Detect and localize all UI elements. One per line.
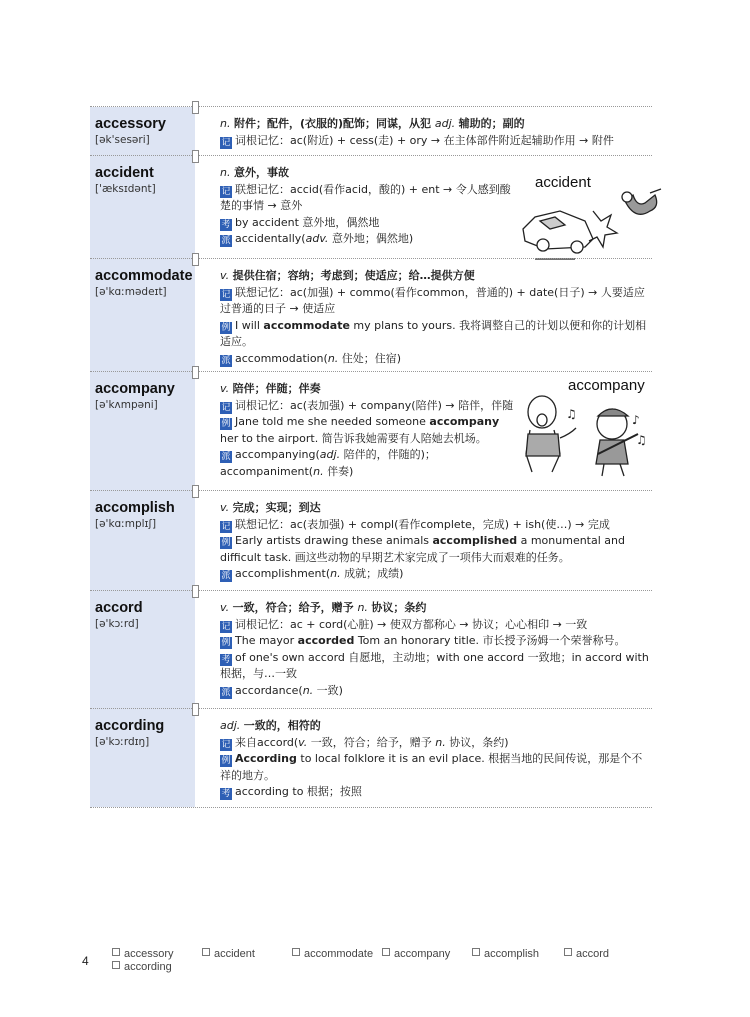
note-line xyxy=(220,650,652,683)
part-of-speech: adv. xyxy=(305,232,332,246)
example-tag-icon: 例 xyxy=(221,638,231,649)
derivative-tag-icon: 派 xyxy=(221,571,231,582)
memory-tag-icon: 记 xyxy=(221,621,231,632)
bookmark-notch xyxy=(192,703,199,716)
entry-accommodate xyxy=(90,258,652,372)
entry-accord xyxy=(90,590,652,709)
part-of-speech: adj. xyxy=(319,448,344,462)
entry-accident xyxy=(90,155,652,259)
text: 一致的，相符的 xyxy=(243,719,321,732)
note-line xyxy=(220,533,652,566)
text: 伴奏) xyxy=(327,464,354,478)
illustration-label: accident xyxy=(535,174,591,191)
text: 协议；条约 xyxy=(371,601,427,614)
example-tag-icon: 例 xyxy=(221,756,231,767)
phonetic: [ə'kɑːmədeɪt] xyxy=(95,286,167,298)
part-of-speech: n. xyxy=(220,166,234,179)
note-line xyxy=(220,751,652,784)
headword: accident xyxy=(95,165,154,181)
exam-tag-icon: 考 xyxy=(221,789,231,800)
checkbox-icon[interactable] xyxy=(292,948,300,956)
entry-body xyxy=(220,165,515,248)
derivative-tag-icon: 派 xyxy=(221,355,231,366)
checkbox-icon[interactable] xyxy=(112,948,120,956)
highlighted-word: accorded xyxy=(297,634,355,648)
text: 协议，条约) xyxy=(449,735,509,749)
part-of-speech: n. xyxy=(302,683,317,697)
example-tag-icon: 例 xyxy=(221,419,231,430)
text: 一致) xyxy=(316,683,343,697)
text: 意外，事故 xyxy=(233,166,289,179)
part-of-speech: v. xyxy=(298,735,311,749)
headword: accomplish xyxy=(95,500,175,516)
text: to local folklore it is an evil place. 根据当地的民间传说，那是个不祥的地方。 xyxy=(220,752,643,782)
note-line xyxy=(220,231,515,248)
definition xyxy=(220,268,652,285)
note-line xyxy=(220,133,652,150)
text: accordance( xyxy=(235,683,303,697)
phonetic: ['æksɪdənt] xyxy=(95,183,156,195)
accompany-illustration xyxy=(520,394,650,483)
note-line xyxy=(220,318,652,351)
text: accomplishment( xyxy=(235,567,331,581)
note-line xyxy=(220,617,652,634)
note-line xyxy=(220,285,652,318)
text: 来自accord( xyxy=(235,735,299,749)
headword: accommodate xyxy=(95,268,193,284)
memory-tag-icon: 记 xyxy=(221,402,231,413)
text: 词根记忆：ac(附近) + cess(走) + ory → 在主体部件附近起辅助作用 → 附件 xyxy=(235,133,614,147)
text: her to the airport. 简告诉我她需要有人陪她去机场。 xyxy=(220,431,487,445)
entry-accompany xyxy=(90,371,652,491)
highlighted-word: accompany xyxy=(429,415,500,429)
note-line xyxy=(220,735,652,752)
checklist-item-accessory[interactable] xyxy=(112,948,174,960)
text: 辅助的；副的 xyxy=(458,117,525,130)
text: Early artists drawing these animals xyxy=(235,534,433,548)
note-line xyxy=(220,683,652,700)
checkbox-icon[interactable] xyxy=(472,948,480,956)
definition xyxy=(220,116,652,133)
checklist-item-accompany[interactable] xyxy=(382,948,450,960)
bookmark-notch xyxy=(192,366,199,379)
text: 住处；住宿) xyxy=(341,351,402,365)
bookmark-notch xyxy=(192,253,199,266)
note-line xyxy=(220,784,652,801)
memory-tag-icon: 记 xyxy=(221,186,231,197)
text: accompanying( xyxy=(235,448,320,462)
memory-tag-icon: 记 xyxy=(221,521,231,532)
definition xyxy=(220,600,652,617)
entry-body xyxy=(220,500,652,583)
text: my plans to yours. 我将调整自己的计划以便和你的计划相适应。 xyxy=(220,318,647,349)
part-of-speech: n. xyxy=(327,351,342,365)
part-of-speech: v. xyxy=(220,601,233,614)
part-of-speech: v. xyxy=(220,501,233,514)
entry-body xyxy=(220,381,515,481)
text: 完成；实现；到达 xyxy=(232,501,321,514)
checklist-item-accommodate[interactable] xyxy=(292,948,373,960)
text: 一致，符合；给予，赠予 xyxy=(232,601,358,614)
derivative-tag-icon: 派 xyxy=(221,687,231,698)
text: 成就；成绩) xyxy=(344,567,404,581)
text: 陪伴；伴随；伴奏 xyxy=(232,382,321,395)
text: 提供住宿；容纳；考虑到；使适应；给…提供方便 xyxy=(232,269,475,282)
checkbox-icon[interactable] xyxy=(564,948,572,956)
part-of-speech: n. xyxy=(220,117,234,130)
checklist-item-accord[interactable] xyxy=(564,948,609,960)
highlighted-word: accomplished xyxy=(432,534,518,548)
page-number: 4 xyxy=(82,954,89,968)
example-tag-icon: 例 xyxy=(221,538,231,549)
text: Tom an honorary title. 市长授予汤姆一个荣誉称号。 xyxy=(354,634,626,648)
part-of-speech: n. xyxy=(330,567,345,581)
derivative-tag-icon: 派 xyxy=(221,236,231,247)
entry-body xyxy=(220,718,652,801)
phonetic: [ə'kʌmpəni] xyxy=(95,399,158,411)
definition xyxy=(220,165,515,182)
text: 陪伴的，伴随的)；accompaniment( xyxy=(220,448,436,478)
svg-text:♫: ♫ xyxy=(566,407,577,421)
part-of-speech: adj. xyxy=(220,719,244,732)
checklist-label: according xyxy=(124,961,172,973)
definition xyxy=(220,381,515,398)
checklist-item-according[interactable] xyxy=(112,961,172,973)
checklist-label: accord xyxy=(576,948,610,960)
headword: accompany xyxy=(95,381,175,397)
memory-tag-icon: 记 xyxy=(221,739,231,750)
text: 一致，符合；给予，赠予 xyxy=(310,735,436,749)
entry-body xyxy=(220,116,652,149)
derivative-tag-icon: 派 xyxy=(221,452,231,463)
note-line xyxy=(220,633,652,650)
bookmark-notch xyxy=(192,101,199,114)
text: 附件；配件，(衣服的)配饰；同谋，从犯 xyxy=(233,117,435,130)
text: according to 根据；按照 xyxy=(235,785,362,799)
entry-accomplish xyxy=(90,490,652,591)
checkbox-icon[interactable] xyxy=(382,948,390,956)
checklist-item-accident[interactable] xyxy=(202,948,255,960)
entry-accessory xyxy=(90,106,652,156)
part-of-speech: v. xyxy=(220,269,233,282)
note-line xyxy=(220,447,515,480)
text: 词根记忆：ac(表加强) + company(陪伴) → 陪伴，伴随 xyxy=(235,398,514,412)
note-line xyxy=(220,517,652,534)
entry-body xyxy=(220,268,652,368)
phonetic: [ək'sesəri] xyxy=(95,134,150,146)
text: Jane told me she needed someone xyxy=(235,415,430,429)
bookmark-notch xyxy=(192,485,199,498)
checklist-label: accompany xyxy=(394,948,451,960)
exam-tag-icon: 考 xyxy=(221,219,231,230)
checkbox-icon[interactable] xyxy=(112,961,120,969)
memory-tag-icon: 记 xyxy=(221,137,231,148)
note-line xyxy=(220,182,515,215)
definition xyxy=(220,718,652,735)
bookmark-notch xyxy=(192,150,199,163)
text: by accident 意外地，偶然地 xyxy=(235,215,380,229)
checklist-label: accomplish xyxy=(484,948,540,960)
text: I will xyxy=(235,318,264,332)
note-line xyxy=(220,566,652,583)
checklist-label: accident xyxy=(214,948,255,960)
entry-according xyxy=(90,708,652,808)
definition xyxy=(220,500,652,517)
note-line xyxy=(220,215,515,232)
checklist-item-accomplish[interactable] xyxy=(472,948,539,960)
part-of-speech: adj. xyxy=(434,117,459,130)
note-line xyxy=(220,351,652,368)
memory-tag-icon: 记 xyxy=(221,289,231,300)
part-of-speech: n. xyxy=(357,601,372,614)
text: 联想记忆：accid(看作acid，酸的) + ent → 令人感到酸楚的事情 → 意外 xyxy=(220,182,511,213)
svg-text:♪: ♪ xyxy=(632,413,640,427)
note-line xyxy=(220,398,515,415)
svg-text:♫: ♫ xyxy=(636,433,647,447)
highlighted-word: accommodate xyxy=(263,318,350,332)
text: 意外地；偶然地) xyxy=(331,232,414,246)
part-of-speech: v. xyxy=(220,382,233,395)
phonetic: [ə'kɑːmplɪʃ] xyxy=(95,518,157,530)
checklist-label: accommodate xyxy=(304,948,374,960)
checklist-label: accessory xyxy=(124,948,174,960)
text: a monumental and difficult task. 画这些动物的早期艺术家完成了一项伟大而艰难的任务。 xyxy=(220,534,625,564)
headword: accord xyxy=(95,600,143,616)
highlighted-word: According xyxy=(235,752,297,766)
text: 联想记忆：ac(表加强) + compl(看作complete，完成) + ish(使…) → 完成 xyxy=(235,517,610,531)
headword: according xyxy=(95,718,165,734)
phonetic: [ə'kɔːrdɪŋ] xyxy=(95,736,150,748)
text: accidentally( xyxy=(235,232,306,246)
part-of-speech: n. xyxy=(313,464,328,478)
example-tag-icon: 例 xyxy=(221,322,231,333)
text: The mayor xyxy=(235,634,298,648)
exam-tag-icon: 考 xyxy=(221,654,231,665)
text: of one's own accord 自愿地，主动地；with one accord 一致地；in accord with 根据，与…一致 xyxy=(220,650,649,681)
note-line xyxy=(220,414,515,447)
part-of-speech: n. xyxy=(435,735,450,749)
phonetic: [ə'kɔːrd] xyxy=(95,618,139,630)
checkbox-icon[interactable] xyxy=(202,948,210,956)
entry-body xyxy=(220,600,652,700)
text: accommodation( xyxy=(235,351,328,365)
illustration-label: accompany xyxy=(568,377,645,394)
text: 词根记忆：ac + cord(心脏) → 使双方都称心 → 协议；心心相印 → 一致 xyxy=(235,617,588,631)
headword: accessory xyxy=(95,116,166,132)
bookmark-notch xyxy=(192,585,199,598)
accident-illustration xyxy=(515,181,665,265)
text: 联想记忆：ac(加强) + commo(看作common，普通的) + date(日子) → 人要适应过普通的日子 → 使适应 xyxy=(220,285,645,316)
